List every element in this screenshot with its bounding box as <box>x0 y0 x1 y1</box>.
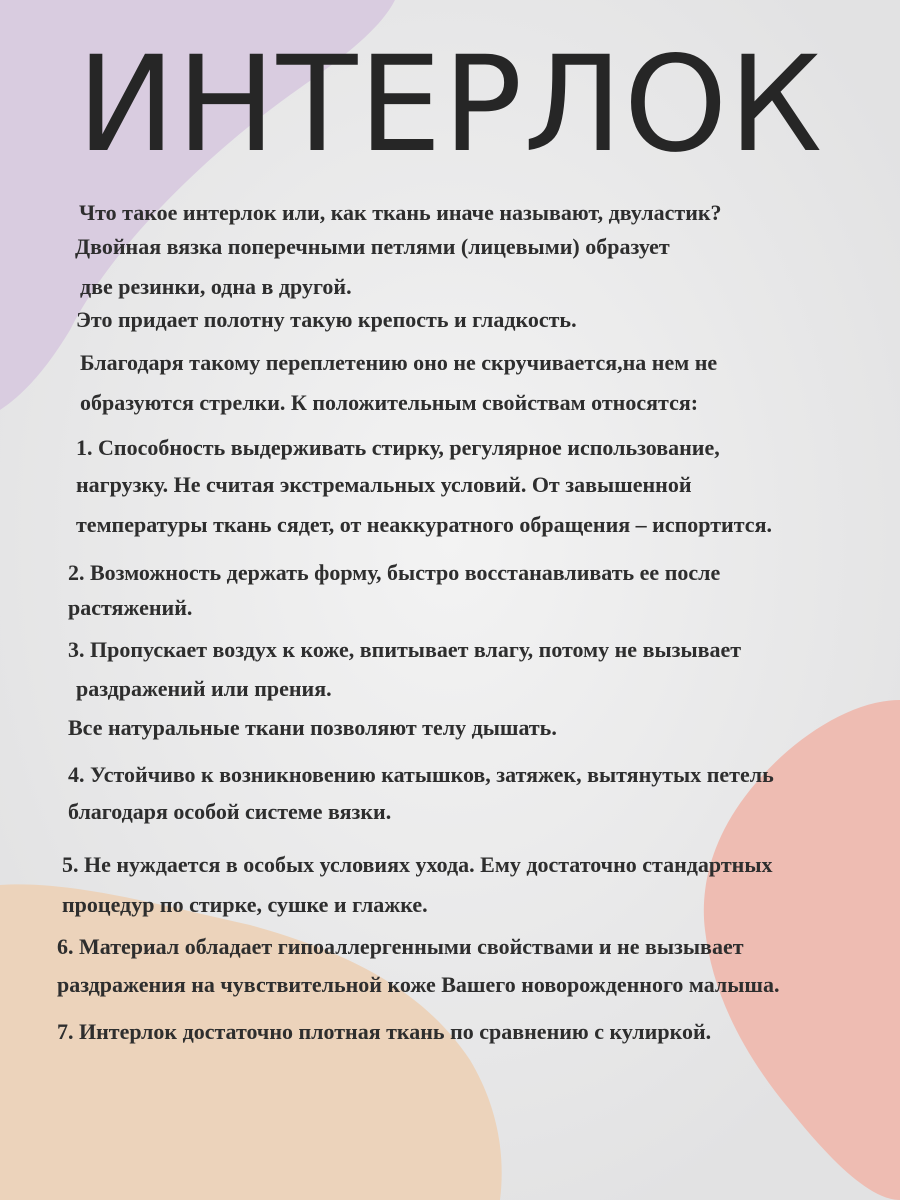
page-title: ИНТЕРЛОК <box>76 28 824 182</box>
list-item-4-line: 4. Устойчиво к возникновению катышков, затяжек, вытянутых петель <box>68 762 774 787</box>
list-item-6-line: 6. Материал обладает гипоаллергенными свойствами и не вызывает <box>57 934 744 959</box>
list-item-6-line: раздражения на чувствительной коже Вашего новорожденного малыша. <box>57 972 780 997</box>
list-item-4-line: благодаря особой системе вязки. <box>68 799 392 824</box>
list-item-1-line: нагрузку. Не считая экстремальных условий. От завышенной <box>76 472 692 497</box>
list-item-1-line: 1. Способность выдерживать стирку, регулярное использование, <box>76 435 720 460</box>
list-item-1-line: температуры ткань сядет, от неаккуратного обращения – испортится. <box>76 512 772 537</box>
list-item-2-line: растяжений. <box>68 595 193 620</box>
text-line: Это придает полотну такую крепость и гладкость. <box>76 307 577 332</box>
list-item-3-line: раздражений или прения. <box>76 676 332 701</box>
text-line: Благодаря такому переплетению оно не скручивается,на нем не <box>80 350 718 375</box>
text-line: Все натуральные ткани позволяют телу дышать. <box>68 715 557 740</box>
text-line: Что такое интерлок или, как ткань иначе называют, двуластик? <box>79 200 722 225</box>
list-item-2-line: 2. Возможность держать форму, быстро восстанавливать ее после <box>68 560 721 585</box>
list-item-7-line: 7. Интерлок достаточно плотная ткань по сравнению с кулиркой. <box>57 1019 712 1044</box>
list-item-5-line: процедур по стирке, сушке и глажке. <box>62 892 428 917</box>
text-line: две резинки, одна в другой. <box>80 274 352 299</box>
list-item-3-line: 3. Пропускает воздух к коже, впитывает влагу, потому не вызывает <box>68 637 742 662</box>
list-item-5-line: 5. Не нуждается в особых условиях ухода. Ему достаточно стандартных <box>62 852 773 877</box>
text-line: Двойная вязка поперечными петлями (лицевыми) образует <box>75 234 670 259</box>
text-line: образуются стрелки. К положительным свойствам относятся: <box>80 390 699 415</box>
